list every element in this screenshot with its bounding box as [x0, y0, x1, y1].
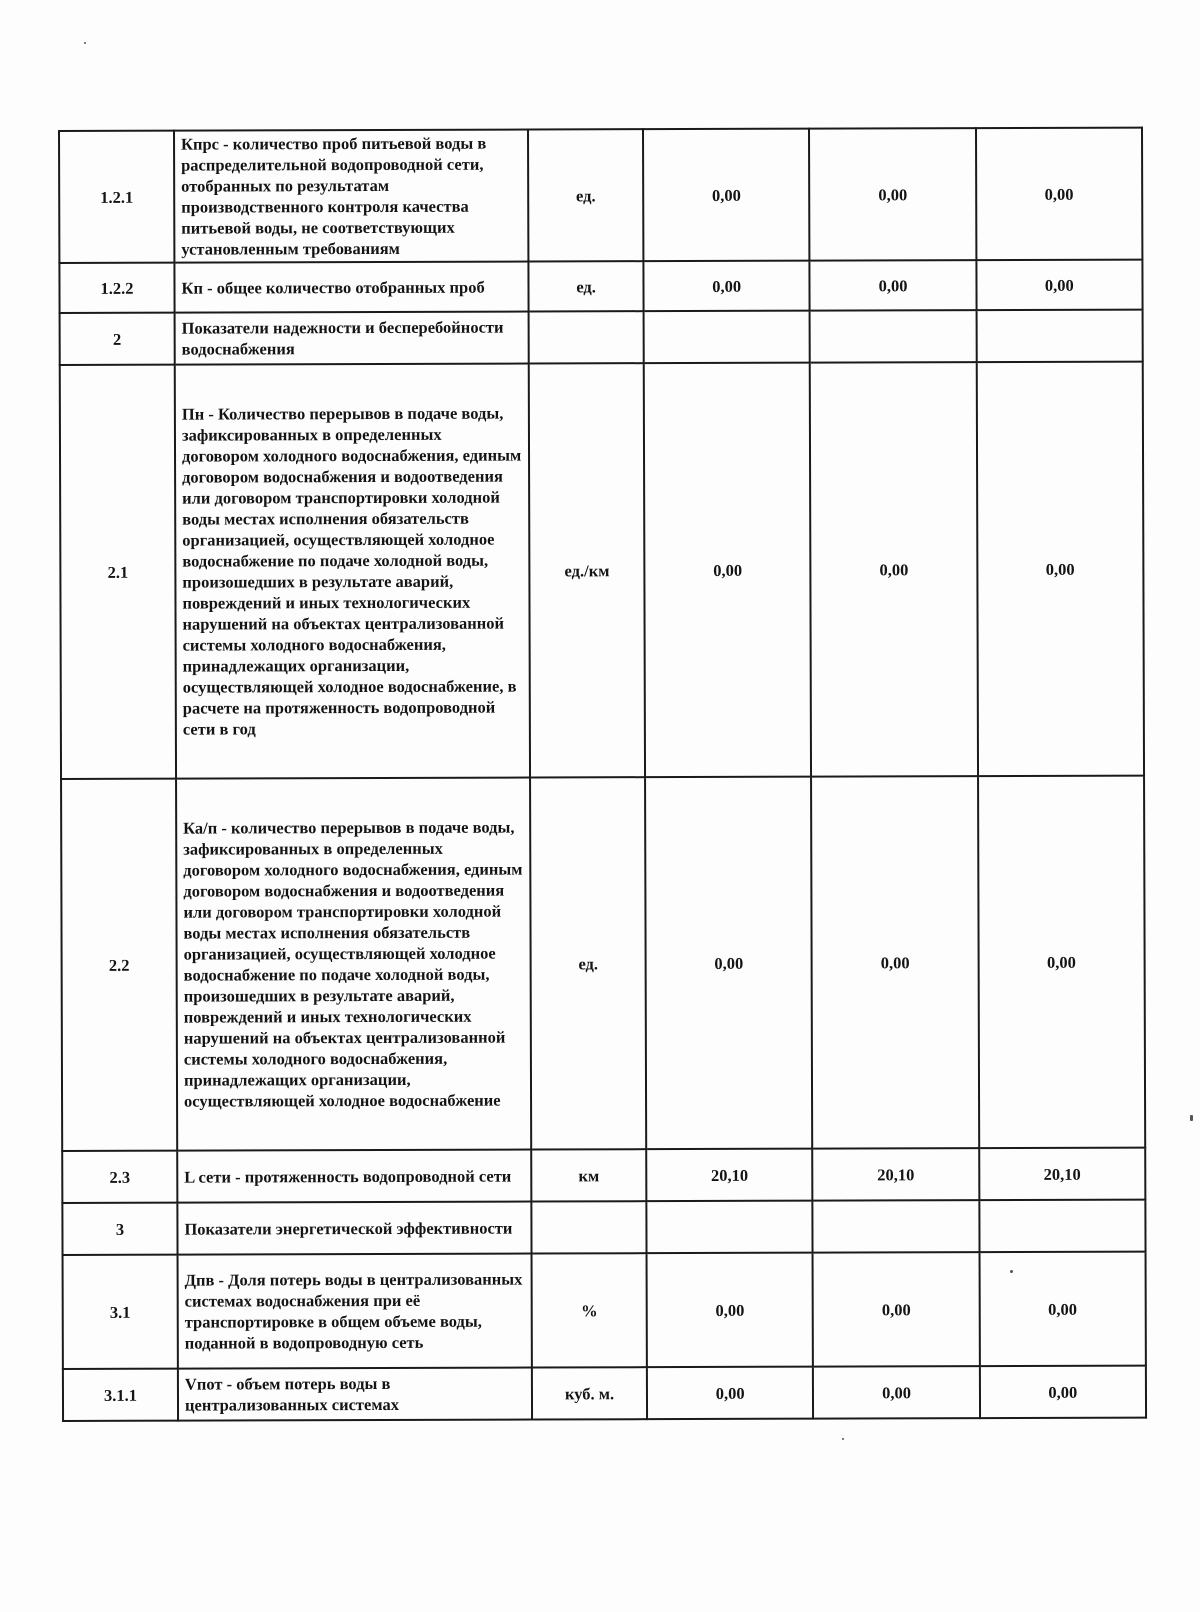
row-value-2: 0,00 — [809, 128, 976, 261]
row-value-1: 0,00 — [644, 363, 812, 778]
row-number: 1.2.1 — [59, 131, 174, 263]
scan-speck — [1010, 1270, 1013, 1273]
table-row — [59, 128, 1142, 263]
table-row — [59, 260, 1142, 313]
row-value-3: 0,00 — [976, 128, 1143, 261]
row-value-1: 0,00 — [643, 129, 810, 262]
row-number: 3 — [62, 1203, 177, 1255]
row-value-3: 20,10 — [979, 1148, 1145, 1201]
row-number: 2.1 — [60, 365, 176, 779]
scan-speck — [842, 1438, 844, 1440]
indicators-table — [58, 127, 1147, 1422]
row-number: 3.1 — [63, 1255, 178, 1369]
row-number: 1.2.2 — [59, 263, 174, 313]
table-row — [62, 1148, 1145, 1203]
row-value-2 — [810, 310, 976, 363]
scan-speck — [1190, 1115, 1193, 1121]
row-unit: ед. — [529, 261, 644, 311]
row-description: Дпв - Доля потерь воды в централизованных системах водоснабжения при её транспортировке в общем объеме воды, поданной в водопроводную сеть — [178, 1254, 533, 1369]
row-unit: ед. — [530, 777, 646, 1149]
row-description: L сети - протяженность водопроводной сети — [177, 1150, 531, 1203]
row-unit: % — [532, 1253, 647, 1367]
row-value-1: 0,00 — [644, 261, 810, 312]
row-description: Показатели энергетической эффективности — [177, 1202, 531, 1255]
row-value-3: 0,00 — [976, 362, 1144, 777]
row-value-3 — [976, 310, 1142, 363]
row-value-2: 0,00 — [811, 776, 978, 1149]
row-value-3: 0,00 — [976, 260, 1142, 311]
row-unit: куб. м. — [532, 1367, 647, 1419]
row-value-1 — [644, 311, 810, 364]
row-value-3: 0,00 — [978, 776, 1145, 1149]
row-unit: ед. — [528, 129, 643, 261]
row-unit: км — [531, 1149, 646, 1201]
row-value-3 — [979, 1200, 1145, 1253]
row-value-2: 0,00 — [813, 1366, 979, 1419]
table-row — [62, 1200, 1145, 1255]
row-description: Пн - Количество перерывов в подаче воды, зафиксированных в определенных договором холодного водоснабжения, единым договором водоснабжения и водоотведения или договором транспортировки холодной воды местах исполнения обязательств организацией, осуществляющей холодное водоснабжение по подаче холодной воды, произошедших в результате аварий, повреждений и иных технологических нарушений на объектах централизованной системы холодного водоснабжения, принадлежащих организации, осуществляющей холодное водоснабжение, в расчете на протяженность водопроводной сети в год — [175, 364, 530, 779]
row-value-1: 0,00 — [647, 1367, 813, 1420]
row-value-2: 0,00 — [813, 1252, 980, 1367]
row-number: 2 — [60, 313, 175, 365]
row-value-2 — [813, 1200, 979, 1253]
row-value-1: 0,00 — [647, 1253, 814, 1368]
row-value-3: 0,00 — [979, 1252, 1146, 1367]
scan-speck — [84, 42, 86, 44]
row-value-2: 0,00 — [810, 362, 978, 777]
row-number: 3.1.1 — [63, 1369, 178, 1421]
row-value-3: 0,00 — [980, 1366, 1146, 1419]
table-row — [61, 776, 1145, 1151]
row-description: Показатели надежности и бесперебойности водоснабжения — [175, 312, 529, 365]
row-description: Кпрс - количество проб питьевой воды в распределительной водопроводной сети, отобранных по результатам производственного контроля качества питьевой воды, не соответствующих установленным требованиям — [174, 130, 529, 263]
row-value-1 — [646, 1201, 812, 1254]
row-unit: ед./км — [529, 363, 645, 777]
table-row — [60, 362, 1144, 779]
table-row — [63, 1366, 1146, 1421]
row-unit — [531, 1201, 646, 1253]
row-description: Vпот - объем потерь воды в централизованных системах — [178, 1368, 532, 1421]
row-description: Ка/п - количество перерывов в подаче воды, зафиксированных в определенных договором холодного водоснабжения, единым договором водоснабжения и водоотведения или договором транспортировки холодной воды местах исполнения обязательств организацией, осуществляющей холодное водоснабжение по подаче холодной воды, произошедших в результате аварий, повреждений и иных технологических нарушений на объектах централизованной системы холодного водоснабжения, принадлежащих организации, осуществляющей холодное водоснабжение — [176, 778, 531, 1151]
row-value-2: 0,00 — [810, 260, 976, 311]
row-value-1: 0,00 — [645, 777, 812, 1150]
table-row — [63, 1252, 1146, 1369]
row-number: 2.3 — [62, 1151, 177, 1203]
row-number: 2.2 — [61, 779, 177, 1151]
row-unit — [529, 311, 644, 363]
row-value-1: 20,10 — [646, 1149, 812, 1202]
row-description: Кп - общее количество отобранных проб — [174, 262, 528, 313]
row-value-2: 20,10 — [813, 1148, 979, 1201]
table-row — [60, 310, 1143, 365]
